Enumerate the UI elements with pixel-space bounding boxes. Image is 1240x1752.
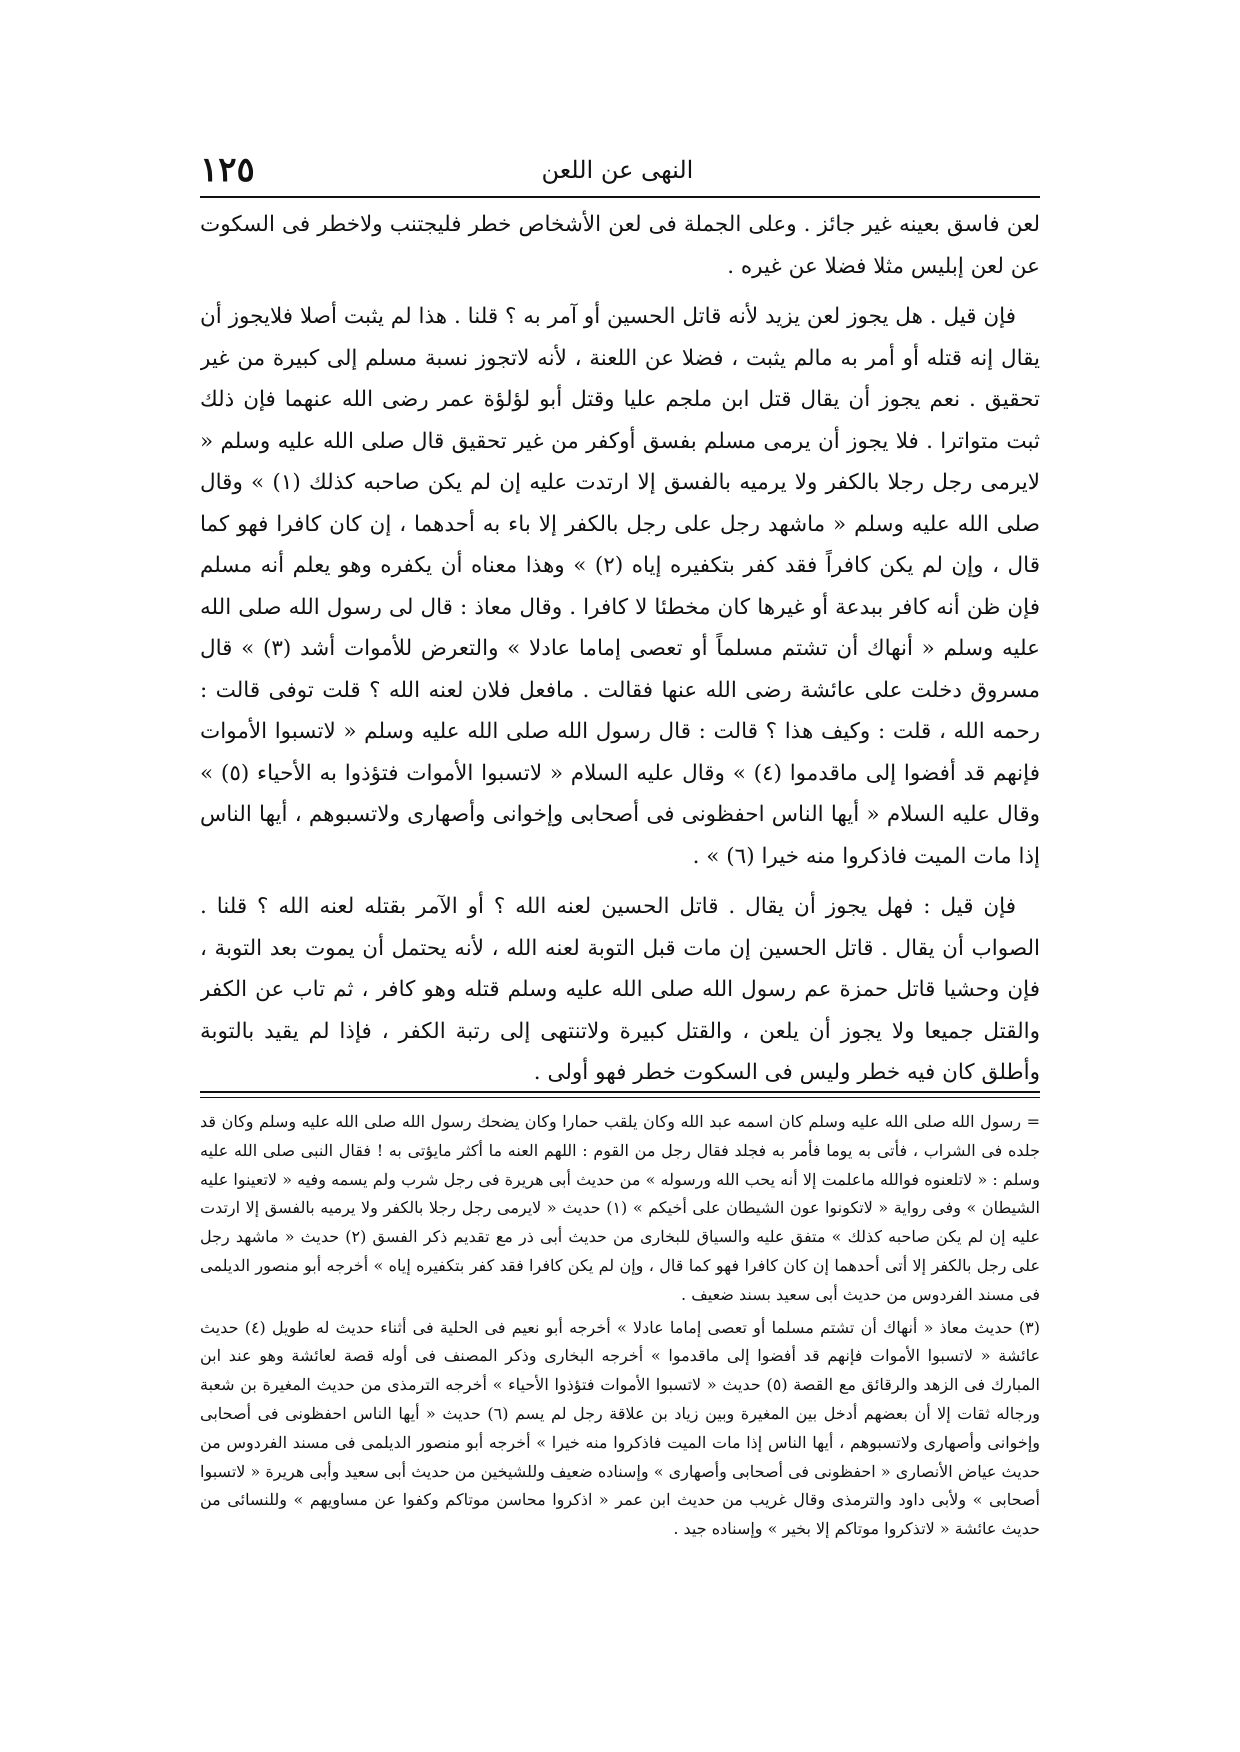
- main-text: [200, 204, 1040, 1084]
- running-title: النهى عن اللعن: [541, 156, 694, 184]
- paragraph-1: لعن فاسق بعينه غير جائز . وعلى الجملة فى لعن الأشخاص خطر فليجتنب ولاخطر فى السكوت عن لعن إبليس مثلا فضلا عن غيره .: [200, 212, 1040, 279]
- paragraph-2: فإن قيل . هل يجوز لعن يزيد لأنه قاتل الحسين أو آمر به ؟ قلنا . هذا لم يثبت أصلا فلايجوز أن يقال إنه قتله أو أمر به مالم يثبت ، فضلا عن اللعنة ، لأنه لاتجوز نسبة مسلم إلى كبيرة من غير تحقيق . نعم يجوز أن يقال قتل ابن ملجم عليا وقتل أبو لؤلؤة عمر رضى الله عنهما فإن ذلك ثبت متواترا . فلا يجوز أن يرمى مسلم بفسق أوكفر من غير تحقيق قال صلى الله عليه وسلم « لايرمى رجل رجلا بالكفر ولا يرميه بالفسق إلا ارتدت عليه إن لم يكن صاحبه كذلك (١) » وقال صلى الله عليه وسلم « ماشهد رجل على رجل بالكفر إلا باء به أحدهما ، إن كان كافرا فهو كما قال ، وإن لم يكن كافراً فقد كفر بتكفيره إياه (٢) » وهذا معناه أن يكفره وهو يعلم أنه مسلم فإن ظن أنه كافر ببدعة أو غيرها كان مخطئا لا كافرا . وقال معاذ : قال لى رسول الله صلى الله عليه وسلم « أنهاك أن تشتم مسلماً أو تعصى إماما عادلا » والتعرض للأموات أشد (٣) » قال مسروق دخلت على عائشة رضى الله عنها فقالت . مافعل فلان لعنه الله ؟ قلت توفى قالت : رحمه الله ، قلت : وكيف هذا ؟ قالت : قال رسول الله صلى الله عليه وسلم « لاتسبوا الأموات فإنهم قد أفضوا إلى ماقدموا (٤) » وقال عليه السلام « لاتسبوا الأموات فتؤذوا به الأحياء (٥) » وقال عليه السلام « أيها الناس احفظونى فى أصحابى وإخوانى وأصهارى ولاتسبوهم ، أيها الناس إذا مات الميت فاذكروا منه خيرا (٦) » .: [200, 304, 1040, 869]
- header-rule: [200, 196, 1040, 198]
- footnote-rule: [200, 1091, 1040, 1098]
- footnotes: [200, 1108, 1040, 1668]
- page-number: ١٢٥: [200, 150, 255, 190]
- paragraph-3: فإن قيل : فهل يجوز أن يقال . قاتل الحسين لعنه الله ؟ أو الآمر بقتله لعنه الله ؟ قلنا . الصواب أن يقال . قاتل الحسين إن مات قبل التوبة لعنه الله ، لأنه يحتمل أن يموت بعد التوبة ، فإن وحشيا قاتل حمزة عم رسول الله صلى الله عليه وسلم قتله وهو كافر ، ثم تاب عن الكفر والقتل جميعا ولا يجوز أن يلعن ، والقتل كبيرة ولاتنتهى إلى رتبة الكفر ، فإذا لم يقيد بالتوبة وأطلق كان فيه خطر وليس فى السكوت خطر فهو أولى .: [200, 894, 1040, 1084]
- footnote-block-1: = رسول الله صلى الله عليه وسلم كان اسمه عبد الله وكان يلقب حمارا وكان يضحك رسول الله صلى الله عليه وسلم وكان قد جلده فى الشراب ، فأتى به يوما فأمر به فجلد فقال رجل من القوم : اللهم العنه ما أكثر مايؤتى به ! فقال النبى صلى الله عليه وسلم : « لاتلعنوه فوالله ماعلمت إلا أنه يحب الله ورسوله » من حديث أبى هريرة فى رجل شرب ولم يسمه وفيه « لاتعينوا عليه الشيطان » وفى رواية « لاتكونوا عون الشيطان على أخيكم » (١) حديث « لايرمى رجل رجلا بالكفر ولا يرميه بالفسق إلا ارتدت عليه إن لم يكن صاحبه كذلك » متفق عليه والسياق للبخارى من حديث أبى ذر مع تقديم ذكر الفسق (٢) حديث « ماشهد رجل على رجل بالكفر إلا أتى أحدهما إن كان كافرا فهو كما قال ، وإن لم يكن كافرا فقد كفر بتكفيره إياه » أخرجه أبو منصور الديلمى فى مسند الفردوس من حديث أبى سعيد بسند ضعيف .: [200, 1112, 1040, 1304]
- footnote-block-2: (٣) حديث معاذ « أنهاك أن تشتم مسلما أو تعصى إماما عادلا » أخرجه أبو نعيم فى الحلية فى أثناء حديث له طويل (٤) حديث عائشة « لاتسبوا الأموات فإنهم قد أفضوا إلى ماقدموا » أخرجه البخارى وذكر المصنف فى أوله قصة لعائشة وهو عند ابن المبارك فى الزهد والرقائق مع القصة (٥) حديث « لاتسبوا الأموات فتؤذوا الأحياء » أخرجه الترمذى من حديث المغيرة بن شعبة ورجاله ثقات إلا أن بعضهم أدخل بين المغيرة وبين زياد بن علاقة رجل لم يسم (٦) حديث « أيها الناس احفظونى فى أصحابى وإخوانى وأصهارى ولاتسبوهم ، أيها الناس إذا مات الميت فاذكروا منه خيرا » أخرجه أبو منصور الديلمى فى مسند الفردوس من حديث عياض الأنصارى « احفظونى فى أصحابى وأصهارى » وإسناده ضعيف وللشيخين من حديث أبى سعيد وأبى هريرة « لاتسبوا أصحابى » ولأبى داود والترمذى وقال غريب من حديث ابن عمر « اذكروا محاسن موتاكم وكفوا عن مساويهم » وللنسائى من حديث عائشة « لاتذكروا موتاكم إلا بخير » وإسناده جيد .: [200, 1317, 1040, 1539]
- page-header: [200, 148, 1040, 192]
